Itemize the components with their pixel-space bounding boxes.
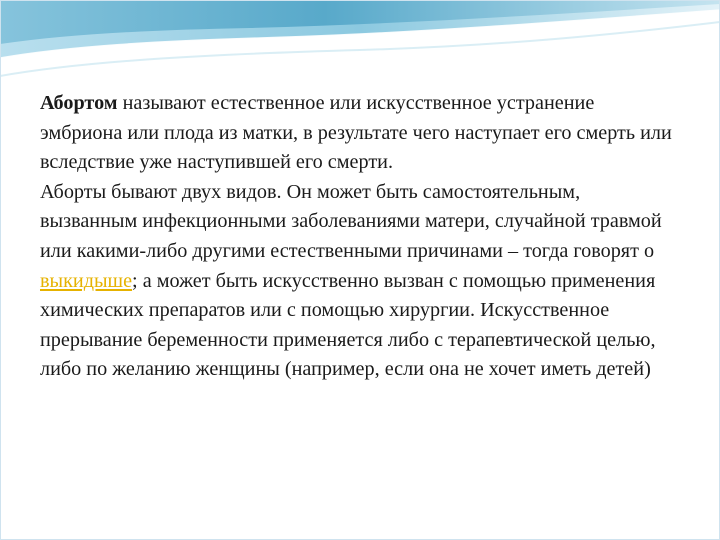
definition-paragraph — [40, 89, 680, 178]
miscarriage-link[interactable]: выкидыше — [40, 269, 133, 292]
types-text-before-link: Аборты бывают двух видов. Он может быть самостоятельным, вызванным инфекционными заболеваниями матери, случайной травмой или какими-либо другими естественными причинами – тогда говорят о — [40, 180, 662, 262]
term-abort: Абортом — [40, 92, 118, 114]
header-wave-decoration — [0, 0, 720, 90]
types-paragraph — [40, 178, 680, 385]
types-text-after-link: ; а может быть искусственно вызван с помощью применения химических препаратов или с помощью хирургии. Искусственное прерывание беременности применяется либо с терапевтической целью, либо по желанию женщины (например, если она не хочет иметь детей) — [40, 269, 656, 381]
slide-text — [40, 89, 680, 385]
definition-text: называют естественное или искусственное устранение эмбриона или плода из матки, в результате чего наступает его смерть или вследствие уже наступившей его смерти. — [40, 92, 672, 174]
